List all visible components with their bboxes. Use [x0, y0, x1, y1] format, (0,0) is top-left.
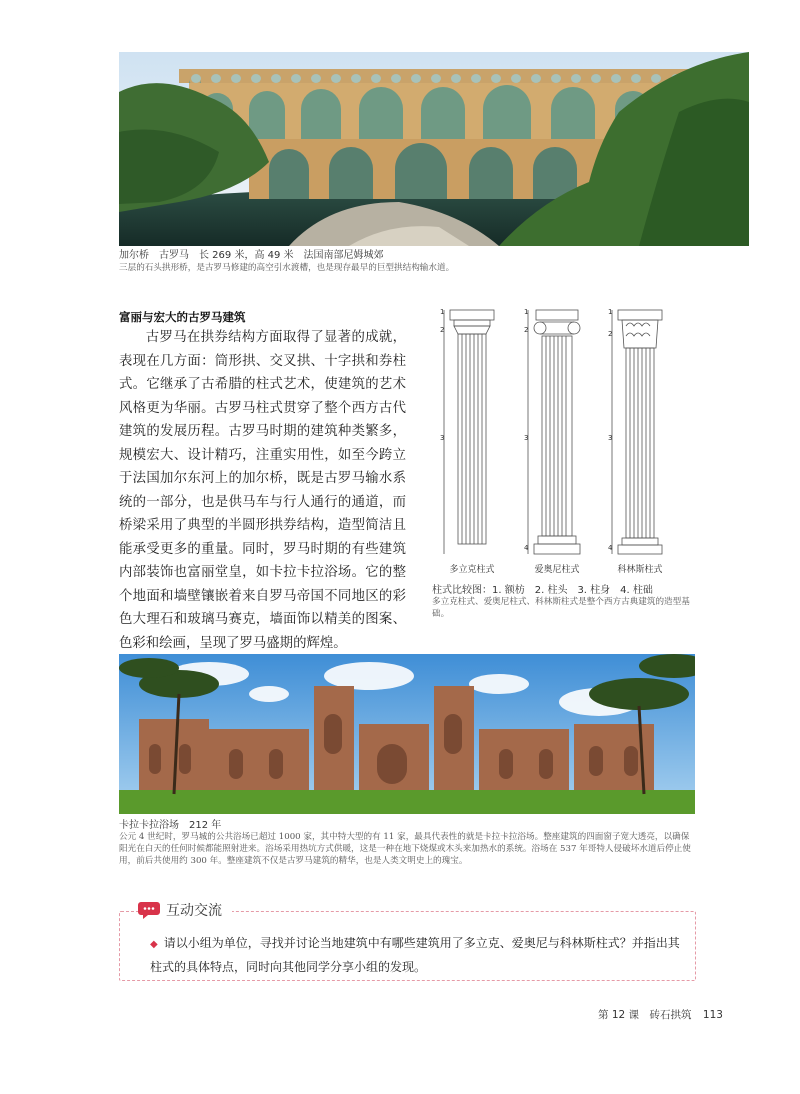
corinthian-label: 科林斯柱式 — [617, 565, 663, 575]
ionic-num-3: 3 — [524, 434, 529, 442]
column-comparison-diagram — [432, 306, 697, 576]
doric-column-drawing — [444, 310, 494, 554]
section-body: 古罗马在拱券结构方面取得了显著的成就，表现在几方面：筒形拱、交叉拱、十字拱和券柱式。它继承了古希腊的柱式艺术，使建筑的艺术风格更为华丽。古罗马柱式贯穿了整个西方古代建筑的发展历程。古罗马时期的建筑种类繁多，规模宏大、设计精巧，注重实用性，如至今跨立于法国加尔东河上的加尔桥，既是古罗马输水系统的一部分，也是供马车与行人通行的通道，而桥梁采用了典型的半圆形拱券结构，造型简洁且能承受更多的重量。同时，罗马时期的有些建筑内部装饰也富丽堂皇，如卡拉卡拉浴场。它的整个地面和墙壁镶嵌着来自罗马帝国不同地区的彩色大理石和玻璃马赛克，墙面饰以精美的图案、色彩和绘画，呈现了罗马盛期的辉煌。 — [119, 330, 406, 651]
doric-num-3: 3 — [440, 434, 445, 442]
corinthian-num-4: 4 — [608, 544, 613, 552]
ionic-label: 爱奥尼柱式 — [534, 565, 580, 575]
corinthian-num-2: 2 — [608, 330, 613, 338]
ionic-num-4: 4 — [524, 544, 529, 552]
diamond-bullet-icon: ◆ — [150, 939, 158, 950]
corinthian-num-3: 3 — [608, 434, 613, 442]
ionic-num-2: 2 — [524, 326, 529, 334]
ionic-num-1: 1 — [524, 308, 529, 316]
ionic-column-drawing — [528, 310, 580, 554]
photo2-caption-title: 卡拉卡拉浴场 212 年 — [119, 820, 222, 831]
interactive-header — [138, 900, 232, 920]
doric-num-1: 1 — [440, 308, 445, 316]
interactive-text: 请以小组为单位，寻找并讨论当地建筑中有哪些建筑用了多立克、爱奥尼与科林斯柱式？并指出其柱式的具体特点，同时向其他同学分享小组的发现。 — [150, 936, 680, 974]
interactive-title: 互动交流 — [160, 900, 228, 920]
baths-of-caracalla-photo — [119, 654, 695, 814]
photo1-caption-title: 加尔桥 古罗马 长 269 米，高 49 米 法国南部尼姆城郊 — [119, 250, 384, 261]
page-number: 113 — [702, 1009, 723, 1021]
doric-num-2: 2 — [440, 326, 445, 334]
footer-lesson: 第 12 课 砖石拱筑 — [598, 1009, 692, 1021]
interactive-body — [150, 932, 685, 978]
photo1-caption-text: 三层的石头拱形桥，是古罗马修建的高空引水渡槽，也是现存最早的巨型拱结构输水道。 — [119, 263, 455, 273]
corinthian-num-1: 1 — [608, 308, 613, 316]
page-footer — [598, 1007, 723, 1022]
corinthian-column-drawing — [612, 310, 662, 554]
pont-du-gard-photo — [119, 52, 749, 246]
section-title: 富丽与宏大的古罗马建筑 — [119, 310, 246, 324]
doric-label: 多立克柱式 — [449, 565, 495, 575]
speech-bubble-icon — [138, 901, 160, 919]
columns-caption-title: 柱式比较图：1. 额枋 2. 柱头 3. 柱身 4. 柱础 — [432, 585, 653, 596]
columns-caption-text: 多立克柱式、爱奥尼柱式、科林斯柱式是整个西方古典建筑的造型基础。 — [432, 597, 690, 619]
photo2-caption-text: 公元 4 世纪时，罗马城的公共浴场已超过 1000 家，其中特大型的有 11 家，最具代表性的就是卡拉卡拉浴场。整座建筑的四面窗子宽大透亮，以确保阳光在白天的任何时候都能照射进来。浴场采用热坑方式供暖，这是一种在地下烧煤或木头来加热水的系统。浴场在 537 年哥特人侵破坏水道后停止使用，前后共使用约 300 年。整座建筑不仅是古罗马建筑的精华，也是人类文明史上的瑰宝。 — [119, 832, 691, 866]
